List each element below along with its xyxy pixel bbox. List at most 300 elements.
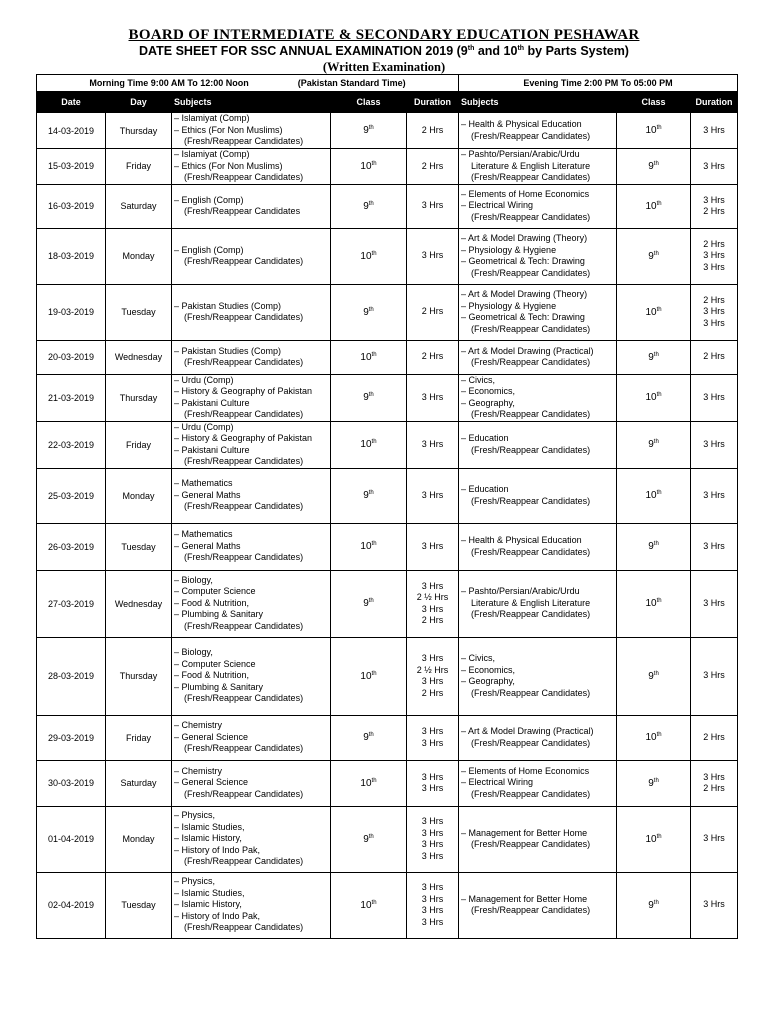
morning-duration-cell-line: 3 Hrs bbox=[421, 737, 444, 748]
morning-duration-cell-line: 3 Hrs bbox=[421, 489, 444, 500]
evening-duration-cell-line: 2 Hrs bbox=[703, 731, 725, 742]
date-cell: 25-03-2019 bbox=[37, 468, 106, 523]
evening-duration-cell-line: 3 Hrs bbox=[703, 833, 725, 844]
morning-subjects-cell bbox=[172, 806, 331, 872]
day-cell: Wednesday bbox=[106, 340, 172, 374]
evening-subjects-cell-line: – Electrical Wiring bbox=[461, 200, 534, 211]
morning-subjects-cell-line: – History & Geography of Pakistan bbox=[174, 386, 313, 396]
date-cell: 19-03-2019 bbox=[37, 284, 106, 340]
schedule-rows bbox=[37, 113, 738, 939]
morning-class-cell-suffix: th bbox=[371, 250, 377, 257]
morning-duration-cell-line: 3 Hrs bbox=[421, 905, 444, 915]
evening-duration-cell bbox=[691, 184, 738, 228]
morning-subjects-cell-line: – Computer Science bbox=[174, 586, 256, 597]
evening-subjects-cell-line: (Fresh/Reappear Candidates) bbox=[471, 172, 591, 182]
evening-subjects-cell-line: – Art & Model Drawing (Practical) bbox=[461, 726, 594, 736]
evening-class-cell-suffix: th bbox=[656, 125, 662, 131]
evening-subjects-cell-line: (Fresh/Reappear Candidates) bbox=[471, 267, 591, 278]
evening-class-cell-suffix: th bbox=[653, 439, 659, 445]
morning-duration-cell-line: 3 Hrs bbox=[421, 839, 444, 849]
evening-duration-cell bbox=[691, 284, 738, 340]
date-sheet-subtitle bbox=[0, 44, 768, 58]
evening-class-cell bbox=[617, 340, 691, 374]
morning-subjects-cell bbox=[172, 760, 331, 806]
evening-duration-cell bbox=[691, 570, 738, 637]
morning-class-cell-suffix: th bbox=[371, 899, 377, 906]
evening-subjects-cell-line: (Fresh/Reappear Candidates) bbox=[471, 444, 591, 455]
evening-class-cell bbox=[617, 760, 691, 806]
evening-duration-cell-line: 3 Hrs bbox=[703, 306, 725, 317]
date-cell: 21-03-2019 bbox=[37, 374, 106, 421]
table-row bbox=[37, 715, 738, 760]
morning-class-cell-number: 10 bbox=[360, 160, 372, 172]
evening-subjects-cell-line: (Fresh/Reappear Candidates) bbox=[471, 687, 591, 698]
date-cell: 30-03-2019 bbox=[37, 760, 106, 806]
date-cell: 26-03-2019 bbox=[37, 523, 106, 570]
evening-class-cell bbox=[617, 113, 691, 149]
evening-subjects-cell-line: (Fresh/Reappear Candidates) bbox=[471, 323, 591, 334]
morning-class-cell bbox=[331, 715, 407, 760]
morning-duration-cell-line: 3 Hrs bbox=[421, 771, 444, 782]
morning-duration-cell bbox=[407, 149, 459, 185]
evening-subjects-cell bbox=[459, 149, 617, 185]
morning-subjects-cell-line: – History & Geography of Pakistan bbox=[174, 433, 313, 443]
morning-duration-cell-line: 3 Hrs bbox=[421, 676, 444, 686]
morning-duration-cell-line: 3 Hrs bbox=[421, 603, 444, 614]
morning-class-cell bbox=[331, 284, 407, 340]
morning-duration-cell-line: 3 Hrs bbox=[421, 882, 444, 892]
table-row bbox=[37, 340, 738, 374]
evening-subjects-cell bbox=[459, 637, 617, 715]
evening-subjects-cell bbox=[459, 421, 617, 468]
morning-class-cell bbox=[331, 113, 407, 149]
evening-class-cell-number: 9 bbox=[648, 541, 654, 552]
morning-class-cell-number: 9 bbox=[363, 833, 369, 845]
col-evening-duration: Duration bbox=[691, 92, 738, 113]
evening-duration-cell-line: 3 Hrs bbox=[703, 438, 725, 449]
evening-duration-cell-line: 3 Hrs bbox=[703, 317, 725, 328]
col-morning-subjects: Subjects bbox=[172, 92, 331, 113]
date-cell: 28-03-2019 bbox=[37, 637, 106, 715]
evening-class-cell bbox=[617, 421, 691, 468]
morning-class-cell-suffix: th bbox=[368, 392, 374, 398]
morning-duration-cell-line: 2 ½ Hrs bbox=[416, 592, 449, 602]
day-cell: Tuesday bbox=[106, 872, 172, 938]
morning-subjects-cell-line: – Food & Nutrition, bbox=[174, 670, 250, 681]
evening-class-cell-number: 10 bbox=[645, 200, 657, 212]
evening-band: Evening Time 2:00 PM To 05:00 PM bbox=[459, 75, 738, 92]
evening-class-cell-number: 9 bbox=[648, 160, 654, 172]
morning-subjects-cell-line: – General Maths bbox=[174, 540, 241, 551]
evening-class-cell-suffix: th bbox=[656, 490, 662, 496]
morning-duration-cell bbox=[407, 421, 459, 468]
table-row bbox=[37, 523, 738, 570]
morning-subjects-cell-line: – Islamic History, bbox=[174, 833, 242, 844]
evening-subjects-cell-line: – Geography, bbox=[461, 397, 515, 408]
date-cell: 20-03-2019 bbox=[37, 340, 106, 374]
evening-class-cell bbox=[617, 184, 691, 228]
evening-subjects-cell-line: – Physiology & Hygiene bbox=[461, 244, 557, 255]
evening-duration-cell bbox=[691, 113, 738, 149]
morning-subjects-cell-line: – Urdu (Comp) bbox=[174, 374, 234, 385]
evening-subjects-cell-line: – Pashto/Persian/Arabic/Urdu bbox=[461, 149, 580, 159]
morning-class-cell-number: 10 bbox=[360, 351, 372, 363]
evening-class-cell bbox=[617, 228, 691, 284]
morning-subjects-cell-line: (Fresh/Reappear Candidates) bbox=[184, 693, 304, 704]
morning-duration-cell bbox=[407, 715, 459, 760]
morning-duration-cell-line: 2 Hrs bbox=[421, 160, 444, 171]
column-header-row bbox=[37, 92, 738, 113]
evening-duration-cell-line: 3 Hrs bbox=[703, 899, 725, 910]
table-row bbox=[37, 421, 738, 468]
morning-subjects-cell-line: – Islamiyat (Comp) bbox=[174, 113, 250, 124]
morning-class-cell-suffix: th bbox=[368, 125, 374, 131]
morning-class-cell-suffix: th bbox=[371, 777, 377, 784]
morning-class-cell-number: 10 bbox=[360, 899, 372, 911]
morning-duration-cell bbox=[407, 184, 459, 228]
day-cell: Friday bbox=[106, 149, 172, 185]
morning-subjects-cell bbox=[172, 421, 331, 468]
morning-subjects-cell-line: (Fresh/Reappear Candidates) bbox=[184, 409, 304, 419]
morning-subjects-cell bbox=[172, 374, 331, 421]
morning-subjects-cell-line: – General Maths bbox=[174, 489, 241, 500]
evening-duration-cell bbox=[691, 421, 738, 468]
date-cell: 01-04-2019 bbox=[37, 806, 106, 872]
morning-subjects-cell bbox=[172, 872, 331, 938]
evening-subjects-cell bbox=[459, 806, 617, 872]
morning-subjects-cell-line: – Pakistani Culture bbox=[174, 397, 250, 408]
date-cell: 22-03-2019 bbox=[37, 421, 106, 468]
evening-subjects-cell-line: – Physiology & Hygiene bbox=[461, 300, 557, 311]
evening-subjects-cell-line: – Geography, bbox=[461, 676, 515, 686]
evening-duration-cell-line: 3 Hrs bbox=[703, 489, 725, 500]
morning-subjects-cell bbox=[172, 113, 331, 149]
morning-duration-cell bbox=[407, 340, 459, 374]
evening-class-cell bbox=[617, 715, 691, 760]
evening-subjects-cell-line: – Civics, bbox=[461, 374, 496, 385]
morning-subjects-cell-line: – Pakistani Culture bbox=[174, 444, 250, 455]
table-row bbox=[37, 468, 738, 523]
morning-subjects-cell-line: – Islamic History, bbox=[174, 899, 242, 910]
morning-subjects-cell-line: – General Science bbox=[174, 731, 249, 742]
evening-subjects-cell-line: (Fresh/Reappear Candidates) bbox=[471, 130, 591, 141]
morning-duration-cell bbox=[407, 570, 459, 637]
evening-class-cell-number: 9 bbox=[648, 777, 654, 789]
evening-subjects-cell bbox=[459, 284, 617, 340]
table-row bbox=[37, 184, 738, 228]
morning-class-cell-number: 9 bbox=[363, 125, 369, 136]
subtitle-mid: and 10 bbox=[474, 44, 518, 58]
morning-subjects-cell-line: – Islamic Studies, bbox=[174, 821, 245, 832]
morning-subjects-cell-line: – Chemistry bbox=[174, 765, 223, 776]
evening-duration-cell-line: 2 Hrs bbox=[703, 238, 725, 249]
day-cell: Monday bbox=[106, 468, 172, 523]
evening-class-cell-suffix: th bbox=[656, 732, 662, 738]
morning-subjects-cell-line: – Physics, bbox=[174, 876, 216, 887]
morning-class-cell bbox=[331, 570, 407, 637]
morning-subjects-cell bbox=[172, 184, 331, 228]
morning-duration-cell-line: 3 Hrs bbox=[421, 850, 444, 861]
evening-subjects-cell-line: (Fresh/Reappear Candidates) bbox=[471, 905, 591, 915]
evening-subjects-cell-line: (Fresh/Reappear Candidates) bbox=[471, 839, 591, 849]
morning-duration-cell-line: 3 Hrs bbox=[421, 783, 444, 793]
morning-class-cell bbox=[331, 523, 407, 570]
morning-class-cell bbox=[331, 374, 407, 421]
evening-class-cell bbox=[617, 468, 691, 523]
evening-subjects-cell-line: – Geometrical & Tech: Drawing bbox=[461, 256, 585, 266]
evening-class-cell-number: 10 bbox=[645, 732, 657, 743]
evening-duration-cell bbox=[691, 340, 738, 374]
morning-band bbox=[37, 75, 459, 92]
evening-subjects-cell-line: – Art & Model Drawing (Theory) bbox=[461, 233, 588, 243]
morning-duration-cell-line: 3 Hrs bbox=[421, 540, 444, 551]
evening-duration-cell bbox=[691, 872, 738, 938]
morning-subjects-cell-line: (Fresh/Reappear Candidates) bbox=[184, 856, 304, 867]
morning-subjects-cell-line: (Fresh/Reappear Candidates) bbox=[184, 922, 304, 933]
morning-subjects-cell-line: – Biology, bbox=[174, 574, 213, 585]
morning-class-cell-suffix: th bbox=[371, 351, 377, 358]
morning-class-cell-number: 9 bbox=[363, 598, 369, 609]
date-sheet-table bbox=[36, 74, 738, 939]
evening-class-cell-number: 10 bbox=[645, 392, 657, 403]
evening-subjects-cell bbox=[459, 228, 617, 284]
date-cell: 02-04-2019 bbox=[37, 872, 106, 938]
evening-duration-cell-line: 2 Hrs bbox=[703, 294, 725, 305]
written-exam-label: (Written Examination) bbox=[322, 60, 446, 74]
evening-class-cell-suffix: th bbox=[653, 250, 659, 257]
morning-duration-cell-line: 3 Hrs bbox=[421, 438, 444, 449]
morning-duration-cell-line: 3 Hrs bbox=[421, 827, 444, 838]
day-cell: Thursday bbox=[106, 374, 172, 421]
day-cell: Friday bbox=[106, 715, 172, 760]
evening-subjects-cell bbox=[459, 184, 617, 228]
col-morning-class: Class bbox=[331, 92, 407, 113]
morning-subjects-cell-line: – Ethics (For Non Muslims) bbox=[174, 160, 283, 171]
morning-duration-cell bbox=[407, 468, 459, 523]
evening-subjects-cell bbox=[459, 570, 617, 637]
evening-subjects-cell bbox=[459, 468, 617, 523]
morning-subjects-cell-line: – English (Comp) bbox=[174, 194, 244, 205]
morning-subjects-cell bbox=[172, 228, 331, 284]
evening-class-cell-number: 9 bbox=[648, 899, 654, 911]
evening-duration-cell bbox=[691, 760, 738, 806]
evening-subjects-cell-line: – Art & Model Drawing (Theory) bbox=[461, 289, 588, 299]
morning-subjects-cell bbox=[172, 468, 331, 523]
evening-duration-cell-line: 3 Hrs bbox=[703, 194, 725, 205]
table-row bbox=[37, 113, 738, 149]
col-morning-duration: Duration bbox=[407, 92, 459, 113]
evening-subjects-cell-line: (Fresh/Reappear Candidates) bbox=[471, 357, 591, 367]
morning-duration-cell bbox=[407, 113, 459, 149]
morning-subjects-cell-line: (Fresh/Reappear Candidates) bbox=[184, 788, 304, 799]
evening-subjects-cell-line: – Health & Physical Education bbox=[461, 119, 582, 129]
evening-class-cell-number: 9 bbox=[648, 351, 654, 363]
evening-duration-cell bbox=[691, 468, 738, 523]
morning-subjects-cell-line: (Fresh/Reappear Candidates) bbox=[184, 552, 304, 563]
morning-subjects-cell-line: – Plumbing & Sanitary bbox=[174, 609, 264, 620]
evening-class-cell-number: 10 bbox=[645, 490, 657, 501]
day-cell: Friday bbox=[106, 421, 172, 468]
evening-subjects-cell-line: – Management for Better Home bbox=[461, 893, 588, 904]
evening-subjects-cell-line: (Fresh/Reappear Candidates) bbox=[471, 609, 591, 620]
evening-class-cell-number: 10 bbox=[645, 833, 657, 845]
evening-subjects-cell bbox=[459, 340, 617, 374]
evening-subjects-cell-line: (Fresh/Reappear Candidates) bbox=[471, 737, 591, 748]
morning-subjects-cell-line: – English (Comp) bbox=[174, 244, 244, 255]
evening-class-cell-suffix: th bbox=[653, 670, 659, 677]
evening-subjects-cell bbox=[459, 113, 617, 149]
evening-class-cell-suffix: th bbox=[653, 777, 659, 784]
evening-subjects-cell-line: (Fresh/Reappear Candidates) bbox=[471, 495, 591, 506]
evening-duration-cell bbox=[691, 806, 738, 872]
evening-class-cell-suffix: th bbox=[653, 899, 659, 906]
evening-duration-cell-line: 2 Hrs bbox=[703, 351, 725, 362]
morning-subjects-cell-line: (Fresh/Reappear Candidates) bbox=[184, 357, 304, 367]
morning-class-cell bbox=[331, 421, 407, 468]
morning-subjects-cell-line: – Chemistry bbox=[174, 720, 223, 731]
morning-duration-cell bbox=[407, 228, 459, 284]
morning-duration-cell-line: 3 Hrs bbox=[421, 726, 444, 736]
morning-class-cell-suffix: th bbox=[371, 670, 377, 677]
day-cell: Saturday bbox=[106, 184, 172, 228]
morning-duration-cell-line: 3 Hrs bbox=[421, 893, 444, 904]
evening-duration-cell-line: 3 Hrs bbox=[703, 391, 725, 402]
evening-class-cell-suffix: th bbox=[653, 541, 659, 547]
evening-class-cell bbox=[617, 570, 691, 637]
evening-class-cell bbox=[617, 149, 691, 185]
morning-class-cell-suffix: th bbox=[368, 306, 374, 313]
subtitle-post: by Parts System) bbox=[524, 44, 629, 58]
morning-duration-cell bbox=[407, 523, 459, 570]
morning-subjects-cell-line: (Fresh/Reappear Candidates) bbox=[184, 620, 304, 631]
evening-class-cell-number: 9 bbox=[648, 250, 654, 262]
morning-class-cell-suffix: th bbox=[371, 160, 377, 167]
morning-class-cell-number: 10 bbox=[360, 250, 372, 262]
evening-subjects-cell-line: (Fresh/Reappear Candidates) bbox=[471, 211, 591, 222]
evening-class-cell-suffix: th bbox=[656, 200, 662, 207]
morning-subjects-cell bbox=[172, 149, 331, 185]
morning-duration-cell-line: 3 Hrs bbox=[421, 250, 444, 261]
evening-subjects-cell bbox=[459, 715, 617, 760]
morning-class-cell-suffix: th bbox=[368, 598, 374, 604]
morning-class-cell-number: 9 bbox=[363, 306, 369, 318]
evening-class-cell-number: 10 bbox=[645, 306, 657, 318]
evening-subjects-cell bbox=[459, 872, 617, 938]
morning-subjects-cell-line: – Islamiyat (Comp) bbox=[174, 149, 250, 159]
morning-subjects-cell bbox=[172, 523, 331, 570]
date-cell: 15-03-2019 bbox=[37, 149, 106, 185]
morning-subjects-cell-line: – Ethics (For Non Muslims) bbox=[174, 124, 283, 135]
evening-duration-cell-line: 2 Hrs bbox=[703, 783, 725, 793]
evening-duration-cell-line: 3 Hrs bbox=[703, 250, 725, 261]
subtitle-sup-2: th bbox=[517, 44, 525, 52]
morning-class-cell-suffix: th bbox=[371, 439, 377, 445]
morning-duration-cell bbox=[407, 806, 459, 872]
evening-duration-cell bbox=[691, 715, 738, 760]
evening-class-cell bbox=[617, 806, 691, 872]
evening-class-cell-suffix: th bbox=[656, 833, 662, 840]
evening-duration-cell bbox=[691, 149, 738, 185]
morning-class-cell-number: 9 bbox=[363, 732, 369, 743]
evening-subjects-cell-line: – Economics, bbox=[461, 386, 516, 396]
morning-class-cell-suffix: th bbox=[368, 490, 374, 496]
morning-subjects-cell-line: – Pakistan Studies (Comp) bbox=[174, 300, 282, 311]
morning-class-cell bbox=[331, 340, 407, 374]
morning-subjects-cell-line: (Fresh/Reappear Candidates) bbox=[184, 172, 304, 182]
morning-subjects-cell-line: – Food & Nutrition, bbox=[174, 597, 250, 608]
table-row bbox=[37, 284, 738, 340]
morning-subjects-cell-line: – Islamic Studies, bbox=[174, 887, 245, 898]
morning-subjects-cell-line: – Plumbing & Sanitary bbox=[174, 681, 264, 692]
evening-class-cell-suffix: th bbox=[656, 598, 662, 604]
morning-duration-cell bbox=[407, 374, 459, 421]
table-row bbox=[37, 374, 738, 421]
morning-subjects-cell-line: – Pakistan Studies (Comp) bbox=[174, 345, 282, 356]
morning-duration-cell-line: 2 Hrs bbox=[421, 306, 444, 317]
date-cell: 18-03-2019 bbox=[37, 228, 106, 284]
table-row bbox=[37, 570, 738, 637]
morning-duration-cell-line: 3 Hrs bbox=[421, 816, 444, 826]
morning-subjects-cell-line: – History of Indo Pak, bbox=[174, 844, 261, 855]
evening-subjects-cell-line: Literature & English Literature bbox=[471, 160, 591, 171]
morning-class-cell-suffix: th bbox=[368, 833, 374, 840]
morning-subjects-cell-line: – Mathematics bbox=[174, 478, 233, 489]
morning-class-cell bbox=[331, 760, 407, 806]
morning-class-cell-number: 10 bbox=[360, 670, 372, 682]
morning-duration-cell-line: 3 Hrs bbox=[421, 391, 444, 402]
morning-duration-cell-line: 2 Hrs bbox=[421, 351, 444, 362]
evening-duration-cell bbox=[691, 523, 738, 570]
evening-class-cell-suffix: th bbox=[656, 392, 662, 398]
evening-subjects-cell-line: – Elements of Home Economics bbox=[461, 765, 590, 776]
day-cell: Thursday bbox=[106, 637, 172, 715]
col-date: Date bbox=[37, 92, 106, 113]
morning-class-cell bbox=[331, 872, 407, 938]
day-cell: Monday bbox=[106, 806, 172, 872]
morning-subjects-cell-line: – Urdu (Comp) bbox=[174, 421, 234, 432]
evening-subjects-cell-line: (Fresh/Reappear Candidates) bbox=[471, 788, 591, 799]
subtitle-sup-1: th bbox=[467, 44, 475, 52]
evening-class-cell bbox=[617, 637, 691, 715]
evening-duration-cell-line: 3 Hrs bbox=[703, 670, 725, 681]
date-cell: 29-03-2019 bbox=[37, 715, 106, 760]
morning-subjects-cell-line: (Fresh/Reappear Candidates) bbox=[184, 501, 304, 512]
morning-subjects-cell-line: (Fresh/Reappear Candidates) bbox=[184, 312, 304, 322]
morning-class-cell-suffix: th bbox=[368, 200, 374, 207]
morning-subjects-cell bbox=[172, 284, 331, 340]
day-cell: Wednesday bbox=[106, 570, 172, 637]
evening-duration-cell-line: 2 Hrs bbox=[703, 206, 725, 216]
morning-subjects-cell bbox=[172, 637, 331, 715]
evening-class-cell-suffix: th bbox=[656, 306, 662, 313]
evening-class-cell-suffix: th bbox=[653, 351, 659, 358]
morning-class-cell bbox=[331, 637, 407, 715]
morning-subjects-cell-line: – History of Indo Pak, bbox=[174, 910, 261, 921]
morning-duration-cell bbox=[407, 284, 459, 340]
board-title: BOARD OF INTERMEDIATE & SECONDARY EDUCATION PESHAWAR bbox=[128, 27, 640, 43]
table-row bbox=[37, 228, 738, 284]
pakistan-standard-time-label: (Pakistan Standard Time) bbox=[297, 78, 406, 88]
evening-duration-cell bbox=[691, 374, 738, 421]
evening-class-cell-suffix: th bbox=[653, 160, 659, 167]
evening-subjects-cell-line: – Electrical Wiring bbox=[461, 777, 534, 788]
evening-duration-cell-line: 3 Hrs bbox=[703, 261, 725, 272]
morning-subjects-cell-line: – Biology, bbox=[174, 647, 213, 658]
evening-subjects-cell bbox=[459, 760, 617, 806]
evening-class-cell bbox=[617, 523, 691, 570]
evening-duration-cell-line: 3 Hrs bbox=[703, 771, 725, 782]
day-cell: Monday bbox=[106, 228, 172, 284]
